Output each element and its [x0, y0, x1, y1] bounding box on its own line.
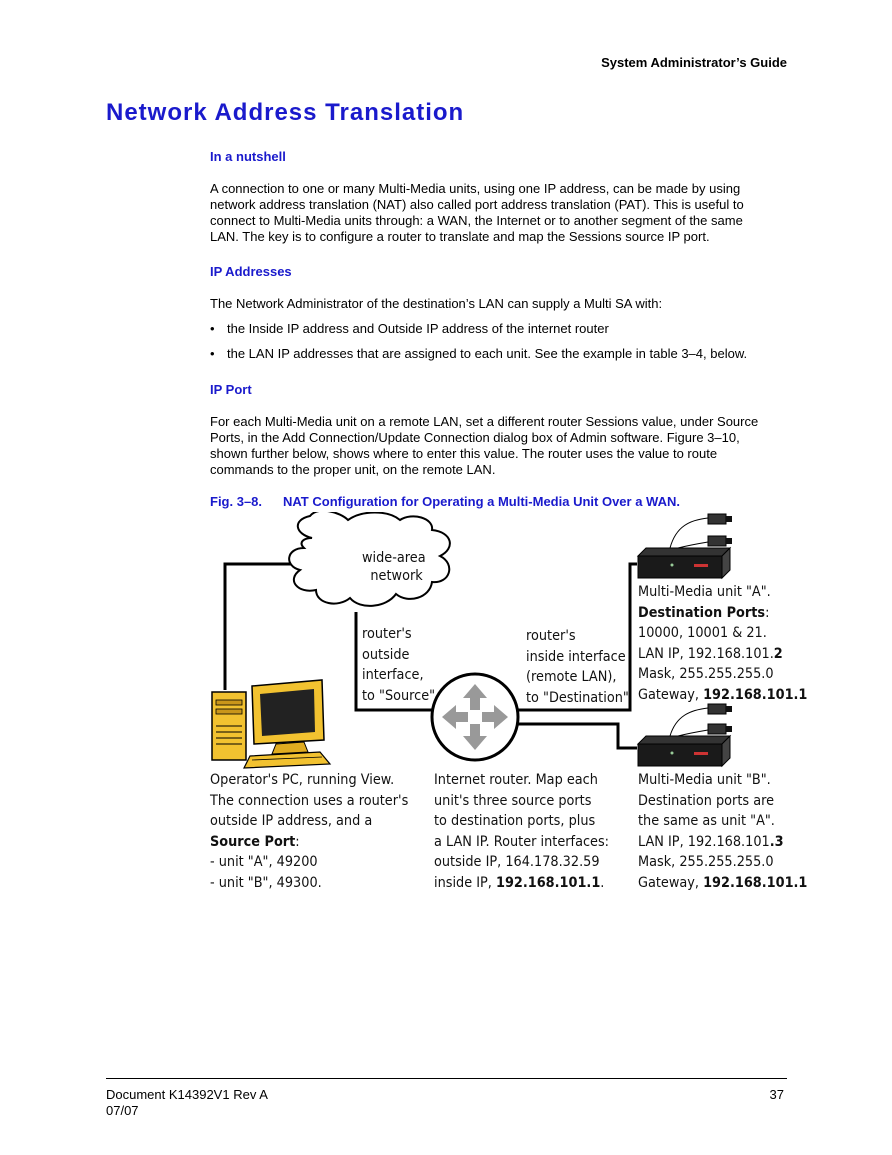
text-line: For each Multi-Media unit on a remote LAN, set a different router Sessions value, under Source [210, 414, 759, 429]
unit-a-device-icon [638, 514, 732, 578]
running-header: System Administrator’s Guide [601, 55, 787, 70]
text-line: shown further below, shows where to enter this value. The router uses the value to route [210, 446, 718, 461]
list-item: • the Inside IP address and Outside IP address of the internet router [210, 321, 609, 336]
outside-interface-label: router's outside interface, to "Source" [362, 626, 436, 704]
paragraph-ip-port [210, 414, 780, 478]
inside-interface-label: router's inside interface (remote LAN), to "Destination" [526, 628, 629, 706]
paragraph-nutshell [210, 181, 780, 245]
text-line: commands to the proper unit, on the remote LAN. [210, 462, 496, 477]
figure-caption [210, 494, 680, 509]
operator-pc-description: Operator's PC, running View. The connection uses a router's outside IP address, and a Source Port: - unit "A", 49200 - unit "B", 49300. [210, 772, 409, 891]
cloud-label: wide-area network [362, 550, 426, 584]
nat-diagram [200, 512, 810, 902]
footer-document: Document K14392V1 Rev A [106, 1087, 268, 1102]
figure-number: Fig. 3–8. [210, 494, 263, 509]
text-line: A connection to one or many Multi-Media units, using one IP address, can be made by using [210, 181, 741, 196]
bullet-icon: • [210, 346, 215, 361]
paragraph-ip-addresses: The Network Administrator of the destination’s LAN can supply a Multi SA with: [210, 296, 663, 311]
footer-rule [106, 1078, 787, 1079]
router-description: Internet router. Map each unit's three source ports to destination ports, plus a LAN IP. Router interfaces: outside IP, 164.178.32.59 inside IP, 192.168.101.1. [434, 772, 610, 891]
list-item: • the LAN IP addresses that are assigned to each unit. See the example in table 3–4, below. [210, 346, 748, 361]
heading-nutshell: In a nutshell [210, 149, 286, 164]
bullet-icon: • [210, 321, 215, 336]
heading-ip-port: IP Port [210, 382, 252, 397]
computer-icon [212, 680, 330, 768]
page-title: Network Address Translation [106, 99, 465, 126]
page-number: 37 [769, 1087, 784, 1102]
footer-date: 07/07 [106, 1103, 139, 1118]
text-line: Ports, in the Add Connection/Update Connection dialog box of Admin software. Figure 3–10, [210, 430, 740, 445]
heading-ip-addresses: IP Addresses [210, 264, 292, 279]
text-line: network address translation (NAT) also called port address translation (PAT). This is useful to [210, 197, 744, 212]
router-to-unit-b-line [516, 724, 637, 748]
router-icon [432, 674, 518, 760]
figure-title: NAT Configuration for Operating a Multi-Media Unit Over a WAN. [283, 494, 680, 509]
unit-b-device-icon [638, 704, 732, 766]
text-line: connect to Multi-Media units through: a WAN, the Internet or to another segment of the same [210, 213, 743, 228]
text-line: LAN. The key is to configure a router to translate and map the Sessions source IP port. [210, 229, 710, 244]
unit-a-description: Multi-Media unit "A". Destination Ports: 10000, 10001 & 21. LAN IP, 192.168.101.2 Mask, 255.255.255.0 Gateway, 192.168.101.1 [638, 584, 808, 703]
unit-b-description: Multi-Media unit "B". Destination ports are the same as unit "A". LAN IP, 192.168.101.3 Mask, 255.255.255.0 Gateway, 192.168.101.1 [638, 772, 808, 891]
